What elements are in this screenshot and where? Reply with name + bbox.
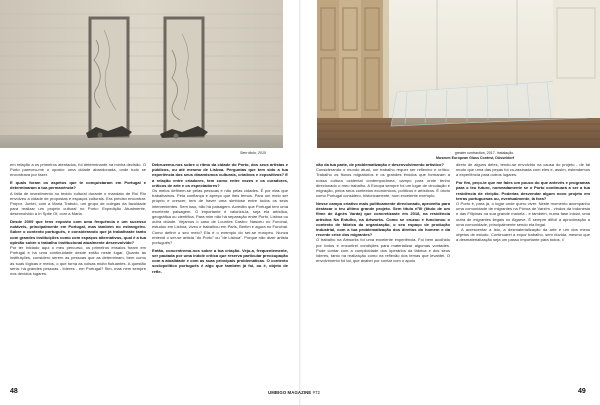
interview-question: Nesse campo criativo mais politicamente direcionado, aproveito para destacar o teu último grande projeto. Sem título nºIII (título de um filme de Agnès Varda) que concretizaste em 2018, na residência artística Na Entulho, na Artworks. Como se cruzou e funcionou o contexto de fábrica da organização, o seu espaço de produção industrial, com a tua problematização dos direitos do homem e da recente crise dos migrantes? — [316, 200, 450, 238]
page-number-right: 49 — [578, 388, 586, 395]
interview-question: Debruzemo-nos sobre o ritmo da cidade do Porto, dos seus artistas e públicos, ou até mesmo de Lisboa. Perguntas que tem sido a tua experiência dos seus dinamismos culturais, criativos e expositivos? E a relação entre criadores, tem como entre vozes e os curadores, críticos de arte e os espectadores? — [152, 162, 288, 188]
spread-gutter — [299, 0, 301, 405]
interview-question: E quais foram os aspetos que te conquistaram em Portugal e determinaram a tua permanência? — [10, 180, 146, 191]
paragraph: A falta de investimento no tecido cultural durante o mandato de Rui Rio envolveu a cidade de propostas e espaços culturais. Era preciso encontrar. Propor. Juntei, com a Maria Trabulo, um grupo de colegas da faculdade para realizar um projeto cultural no Porto: Expedição Atualmente, desenvolvido a In Spite Of, com a Maria. — [10, 190, 146, 217]
magazine-footer — [268, 390, 320, 395]
page-number-left: 48 — [10, 388, 18, 395]
right-photo-caption — [436, 151, 514, 160]
right-page-column-2 — [456, 162, 590, 243]
left-page-column-1 — [10, 162, 146, 276]
magazine-name: UMBIGO MAGAZINE — [268, 390, 312, 395]
interview-question: Desde 2009 que tens exposto com uma frequência e um sucesso notáveis, principalmente em Portugal, mas também no estrangeiro. Sobre o contexto português, e considerando que já trabalhaste tanto com grandes instituições como com espaços alternativos, qual é a tua opinião sobre o trabalho institucional atualmente desenvolvido? — [10, 219, 146, 245]
paragraph: O Porto é, para já, o lugar onde quero viver. Neste momento acompanho uma comunidade de migrantes na Póvoa de Varzim - vindos da Indonésia e das Filipinas na sua grande maioria - e também, numa fase inicial, uma outra de migrantes ilegais no Algarve. É sempre difícil a aproximação a uma comunidade, principalmente sendo ela ilegal. — [456, 200, 590, 227]
left-photo-caption: Sem titulo, 2015 — [240, 151, 266, 155]
paragraph: em relação a os primeiros atentados, foi determinante na minha decisão. O Porto pareceu-me o oposto: uma cidade abandonada, onde tudo se encontrava por fazer. — [10, 162, 146, 178]
paragraph: Por ter iniciado aqui o meu percurso, os primeiros ensaios foram em Portugal e há uma continuidade desde então neste lugar. Quanto às instituições, considero serem as pessoas que as determinam, bem como as suas lógicas e meios, o que torna as coisas muito flutuantes. A questão seria: há grandes pessoas - líderes - em Portugal? Sim, mas nem sempre nos devidos lugares. — [10, 245, 146, 277]
right-photo — [317, 0, 600, 148]
left-photo — [0, 0, 283, 148]
interview-question: Então, concentremo-nos sobre a tua criação. Vejo-a, frequentemente, ser pautada por uma índole crítica que reserva particular preocupação com a atualidade e com as suas principais problemáticas. O contexto sociopolítico português é algo que também já foi, ou é, objeto de refle- — [152, 247, 288, 274]
paragraph: direto de alguns deles, tendo-se envolvido na causa do projeto - de tal modo que uma das peças foi co-assinada com eles e, assim, estendemos a experiência para outros lugares. — [456, 162, 590, 178]
paragraph: Os meios definem-se pelas pessoas e não pelas cidades. É por elas que trabalhamos. Pela confiança e apreço que lhes temos. Para um meio ser próprio e crescer, tem de haver uma simbiose entre todos os seus intervenientes. Sem isso, não há paisagem. Acredito que Portugal tem uma excelente paisagem. O importante é valorizá-la, seja ela artística, geográfica ou científica. Para mim não há separação entre Porto, Lisboa ou outra cidade. Vejamos o caso de Lourdes Castro: Nasceu no Funchal, estudou em Lisboa, viveu e trabalhou em Paris, Berlim e agora no Funchal. Como definir o seu meio? Ela é o exemplo do ser-se europeu. Nunca entendi o ser-se artista "do Porto" ou "de Lisboa". Porque não dizer artista português? — [152, 188, 288, 246]
right-page-column-1 — [316, 162, 450, 263]
paragraph: A acrescentar a isto, a desmaterialização da arte é um dos meus objetos de estudo. Continuarei a expor trabalho, sem dúvida, mesmo que a desmaterialização seja um passo importante para todos. // — [456, 226, 590, 243]
interview-question: Por fim, peço-te que me fales um pouco do que antevês e programas para o teu futuro, nomeadamente se o Porto continuará a ser a tua residência de eleição. Poderias desvendar algum novo projeto em terras portuguesas ou, eventualmente, lá fora? — [456, 180, 590, 201]
interview-question: xão da tua parte, de problematização e desenvolvimento artístico? — [316, 162, 444, 167]
paragraph: O trabalho na Artworks foi uma excelente experiência. Foi bem acolhido por todos e encontrei condições para materializar algumas vontades. Pude contar com a cumplicidade dos operários da fábrica e dos seus líderes, tanto na realização como na reflexão dos temas que levantei. O envolvimento foi tal, que acabei por contar com o apoio — [316, 237, 450, 264]
left-page-column-2 — [152, 162, 288, 274]
paragraph: Considerando o mundo atual, um trabalho requer ser reflexivo e crítico. Trabalho os fluxos migratórios e os grandes êxodos que formaram a nossa cultura ocidental contemporânea, campo para onde tenho direcionado o meu trabalho. A Europa sempre foi um lugar de circulação e migração, pelos seus contextos económicos, políticos e artísticos. É óbvio como Portugal considero, historicamente, num excelente exemplo. — [316, 167, 450, 199]
magazine-issue: #72 — [312, 390, 321, 395]
right-caption-subtitle: Museum European Glass Contest, Düsseldorf — [436, 155, 515, 160]
right-caption-title: greater contraction, 2017. Instalação. — [454, 151, 515, 155]
